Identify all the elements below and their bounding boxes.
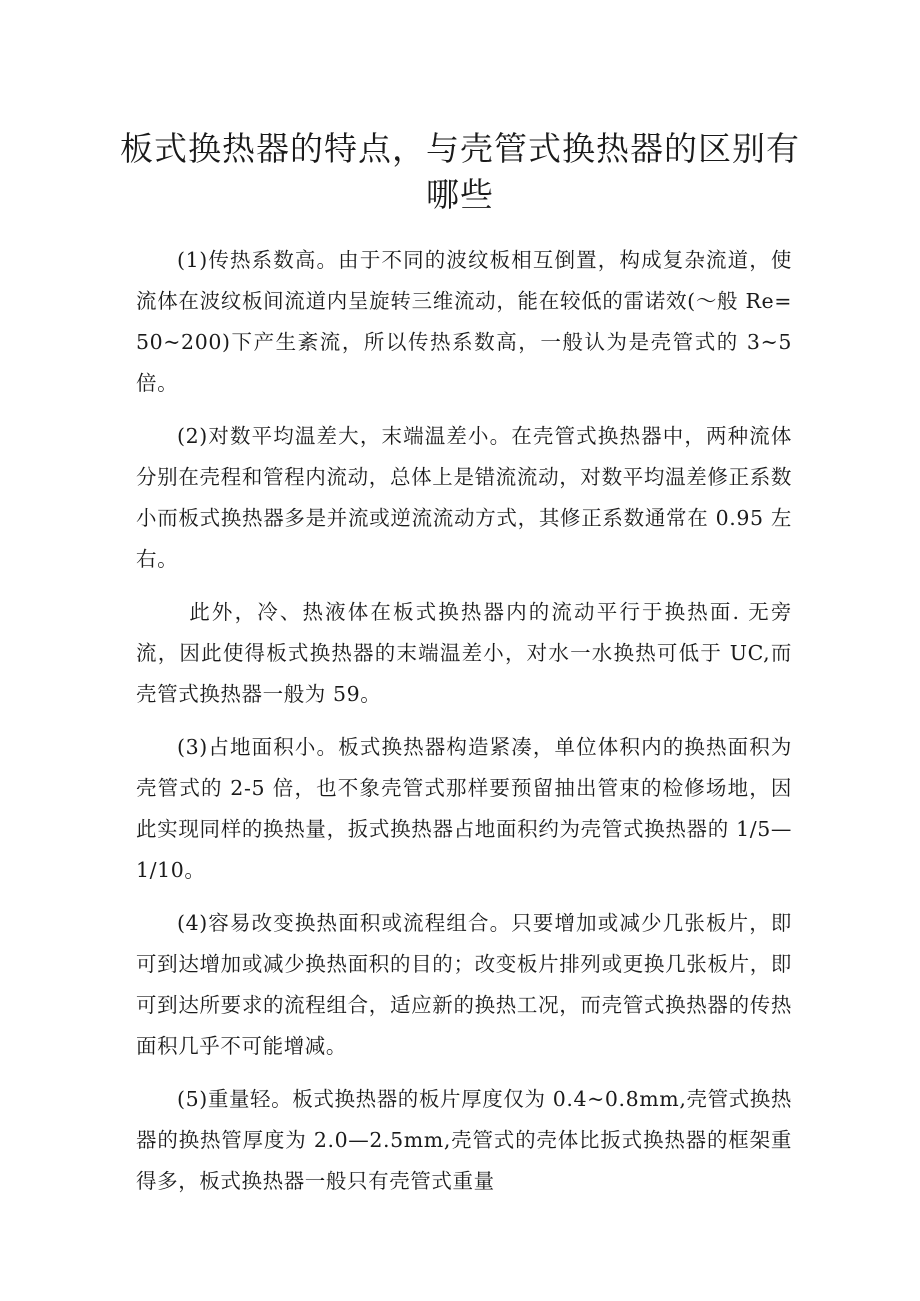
- document-body: [136, 240, 792, 1214]
- paragraph-flexible-area: (4)容易改变换热面积或流程组合。只要增加或减少几张板片，即可到达增加或减少换热面积的目的；改变板片排列或更换几张板片，即可到达所要求的流程组合，适应新的换热工况，而壳管式换热器的传热面积几乎不可能增减。: [136, 911, 792, 1058]
- paragraph-floor-area: (3)占地面积小。板式换热器构造紧凑，单位体积内的换热面积为壳管式的 2-5 倍，也不象壳管式那样要预留抽出管束的检修场地，因此实现同样的换热量，扳式换热器占地面积约为壳管式换热器的 1/5—1/10。: [136, 735, 792, 882]
- paragraph-light-weight: (5)重量轻。板式换热器的板片厚度仅为 0.4~0.8mm,壳管式换热器的换热管厚度为 2.0—2.5mm,壳管式的壳体比扳式换热器的框架重得多，板式换热器一般只有壳管式重量: [136, 1087, 792, 1193]
- paragraph-heat-transfer-coefficient: (1)传热系数高。由于不同的波纹板相互倒置，构成复杂流道，使流体在波纹板间流道内呈旋转三维流动，能在较低的雷诺效(～般 Re=50~200)下产生紊流，所以传热系数高，一般认为是壳管式的 3~5 倍。: [136, 248, 792, 395]
- paragraph-temperature-difference: (2)对数平均温差大，末端温差小。在壳管式换热器中，两种流体分别在壳程和管程内流动，总体上是错流流动，对数平均温差修正系数小而板式换热器多是并流或逆流流动方式，其修正系数通常在 0.95 左右。: [136, 424, 792, 571]
- document-title: 板式换热器的特点，与壳管式换热器的区别有哪些: [120, 129, 800, 214]
- paragraph-parallel-flow: 此外，冷、热液体在板式换热器内的流动平行于换热面. 无旁流，因此使得板式换热器的末端温差小，对水一水换热可低于 UC,而壳管式换热器一般为 59。: [136, 600, 792, 706]
